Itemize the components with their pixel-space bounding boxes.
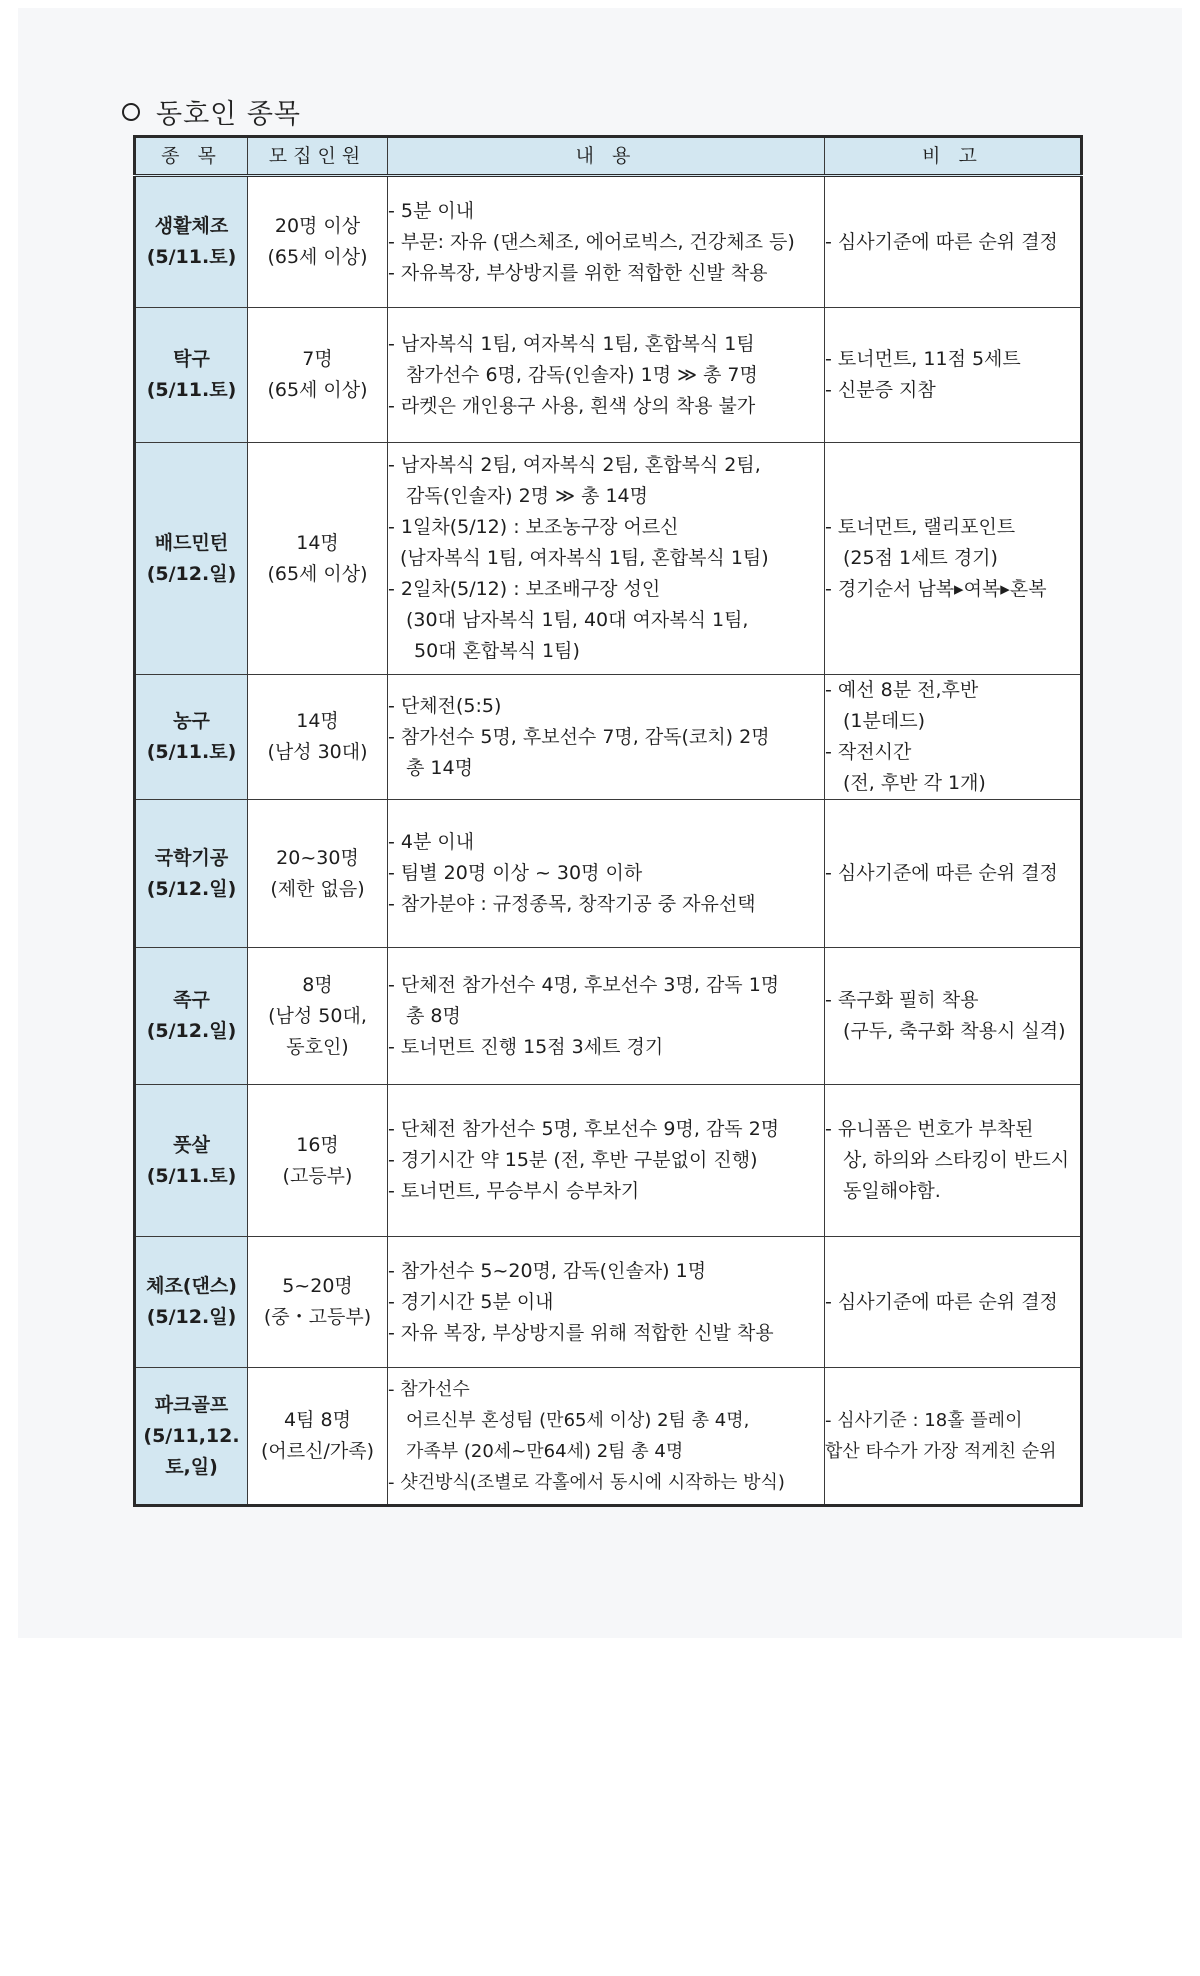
note-line: - 족구화 필히 착용 (825, 989, 979, 1011)
sport-cell (135, 800, 248, 948)
sport-name: 파크골프 (154, 1393, 229, 1416)
note-line: - 신분증 지참 (825, 379, 936, 401)
content-line: - 자유 복장, 부상방지를 위해 적합한 신발 착용 (388, 1321, 774, 1344)
content-line: - 토너먼트 진행 15점 3세트 경기 (388, 1035, 664, 1058)
content-line: (남자복식 1팀, 여자복식 1팀, 혼합복식 1팀) (400, 547, 769, 569)
recruit-line: (65세 이상) (267, 379, 368, 401)
content-line: - 경기시간 약 15분 (전, 후반 구분없이 진행) (388, 1149, 758, 1171)
note-cell (825, 1237, 1082, 1368)
content-cell (388, 1237, 825, 1368)
content-cell (388, 176, 825, 308)
note-cell (825, 308, 1082, 443)
recruit-line: (65세 이상) (267, 562, 368, 585)
sport-date: (5/12.일) (146, 562, 237, 585)
content-line: (30대 남자복식 1팀, 40대 여자복식 1팀, (406, 609, 749, 631)
content-line: - 참가선수 (388, 1379, 470, 1400)
sport-date: (5/11.토) (146, 1164, 237, 1187)
content-cell (388, 308, 825, 443)
content-line: - 남자복식 2팀, 여자복식 2팀, 혼합복식 2팀, (388, 454, 761, 476)
recruit-line: (65세 이상) (267, 246, 368, 268)
note-line: - 경기순서 남복▸여복▸혼복 (825, 578, 1047, 600)
content-line: - 1일차(5/12) : 보조농구장 어르신 (388, 516, 679, 538)
sport-date: 토,일) (165, 1455, 218, 1478)
table-header-row (135, 137, 1082, 176)
recruit-line: (제한 없음) (270, 877, 365, 900)
recruit-line: 20명 이상 (274, 215, 361, 237)
content-line: 가족부 (20세~만64세) 2팀 총 4명 (406, 1441, 684, 1462)
recruit-line: 8명 (302, 973, 333, 996)
recruit-line: 7명 (302, 348, 333, 370)
content-line: 참가선수 6명, 감독(인솔자) 1명 ≫ 총 7명 (406, 363, 758, 386)
note-line: (25점 1세트 경기) (843, 547, 998, 569)
content-line: - 2일차(5/12) : 보조배구장 성인 (388, 578, 661, 600)
note-line: - 토너먼트, 11점 5세트 (825, 348, 1021, 370)
section-heading (122, 92, 301, 131)
content-line: 감독(인솔자) 2명 ≫ 총 14명 (406, 485, 648, 507)
table-row (135, 1085, 1082, 1237)
header-sport: 종 목 (135, 137, 248, 176)
sport-cell (135, 1237, 248, 1368)
sport-date: (5/11.토) (146, 741, 237, 763)
table-row (135, 443, 1082, 675)
recruit-line: (어르신/가족) (261, 1440, 374, 1462)
table-row (135, 1368, 1082, 1506)
content-line: - 경기시간 5분 이내 (388, 1290, 554, 1313)
sport-name: 배드민턴 (154, 531, 229, 554)
table-row (135, 800, 1082, 948)
recruit-line: (중・고등부) (263, 1306, 372, 1328)
table-row (135, 675, 1082, 800)
table-row (135, 948, 1082, 1085)
sport-date: (5/12.일) (146, 1020, 237, 1042)
content-cell (388, 948, 825, 1085)
sports-table (133, 135, 1083, 1507)
note-line: - 예선 8분 전,후반 (825, 679, 979, 701)
sport-cell (135, 176, 248, 308)
circle-bullet-icon (122, 103, 140, 121)
content-line: - 라켓은 개인용구 사용, 흰색 상의 착용 불가 (388, 394, 756, 417)
sport-date: (5/12.일) (146, 877, 237, 900)
content-line: - 4분 이내 (388, 831, 475, 853)
content-line: 어르신부 혼성팀 (만65세 이상) 2팀 총 4명, (406, 1410, 750, 1431)
sport-cell (135, 1085, 248, 1237)
recruit-line: (고등부) (282, 1164, 353, 1187)
note-line: - 토너먼트, 랠리포인트 (825, 516, 1016, 538)
note-cell (825, 800, 1082, 948)
content-line: - 참가선수 5~20명, 감독(인솔자) 1명 (388, 1259, 707, 1282)
note-line: - 유니폼은 번호가 부착된 (825, 1118, 1034, 1140)
content-line: - 자유복장, 부상방지를 위한 적합한 신발 착용 (388, 261, 768, 284)
content-line: - 단체전(5:5) (388, 694, 502, 717)
sport-name: 체조(댄스) (146, 1275, 237, 1297)
note-cell (825, 443, 1082, 675)
note-line: 동일해야함. (843, 1180, 941, 1202)
content-cell (388, 443, 825, 675)
note-line: (1분데드) (843, 710, 925, 732)
table-row (135, 308, 1082, 443)
note-line: - 심사기준에 따른 순위 결정 (825, 862, 1058, 884)
content-cell (388, 1368, 825, 1506)
note-cell (825, 1085, 1082, 1237)
content-line: - 참가선수 5명, 후보선수 7명, 감독(코치) 2명 (388, 725, 770, 748)
recruit-line: (남성 50대, (268, 1004, 367, 1027)
sport-cell (135, 948, 248, 1085)
sport-name: 생활체조 (154, 215, 229, 237)
header-note: 비 고 (825, 137, 1082, 176)
content-line: - 부문: 자유 (댄스체조, 에어로빅스, 건강체조 등) (388, 230, 795, 253)
recruit-line: 동호인) (286, 1035, 349, 1058)
recruit-cell (248, 176, 388, 308)
content-cell (388, 800, 825, 948)
sport-name: 탁구 (173, 348, 210, 370)
note-line: - 심사기준에 따른 순위 결정 (825, 230, 1058, 253)
recruit-line: 20~30명 (276, 846, 359, 869)
recruit-line: 4팀 8명 (284, 1409, 351, 1431)
recruit-line: 16명 (296, 1133, 339, 1156)
sport-cell (135, 308, 248, 443)
section-heading-text: 동호인 종목 (156, 99, 301, 130)
note-line: 합산 타수가 가장 적게친 순위 (825, 1441, 1057, 1462)
recruit-cell (248, 308, 388, 443)
recruit-cell (248, 948, 388, 1085)
sport-name: 국학기공 (154, 846, 229, 869)
note-line: - 심사기준 : 18홀 플레이 (825, 1410, 1023, 1431)
header-recruit: 모집인원 (248, 137, 388, 176)
content-line: - 팀별 20명 이상 ~ 30명 이하 (388, 862, 643, 884)
note-cell (825, 176, 1082, 308)
content-line: 총 8명 (406, 1004, 461, 1027)
content-line: - 토너먼트, 무승부시 승부차기 (388, 1180, 640, 1202)
recruit-line: 14명 (296, 710, 339, 732)
sport-cell (135, 1368, 248, 1506)
note-line: 상, 하의와 스타킹이 반드시 (843, 1149, 1070, 1171)
table-row (135, 1237, 1082, 1368)
content-line: - 단체전 참가선수 4명, 후보선수 3명, 감독 1명 (388, 973, 780, 996)
sport-date: (5/12.일) (146, 1306, 237, 1328)
recruit-line: 5~20명 (282, 1275, 353, 1297)
sport-name: 족구 (173, 989, 210, 1011)
recruit-line: 14명 (296, 531, 339, 554)
note-cell (825, 675, 1082, 800)
note-cell (825, 1368, 1082, 1506)
recruit-cell (248, 1368, 388, 1506)
content-line: - 남자복식 1팀, 여자복식 1팀, 혼합복식 1팀 (388, 332, 755, 355)
note-line: (전, 후반 각 1개) (843, 772, 986, 794)
content-cell (388, 1085, 825, 1237)
content-line: 총 14명 (406, 756, 473, 779)
content-line: - 단체전 참가선수 5명, 후보선수 9명, 감독 2명 (388, 1118, 780, 1140)
sport-cell (135, 443, 248, 675)
note-line: - 작전시간 (825, 741, 912, 763)
sport-cell (135, 675, 248, 800)
recruit-cell (248, 1085, 388, 1237)
note-line: - 심사기준에 따른 순위 결정 (825, 1290, 1058, 1313)
recruit-cell (248, 675, 388, 800)
note-cell (825, 948, 1082, 1085)
recruit-cell (248, 1237, 388, 1368)
sport-date: (5/11.토) (146, 379, 237, 401)
header-content: 내 용 (388, 137, 825, 176)
table-row (135, 176, 1082, 308)
recruit-line: (남성 30대) (267, 741, 368, 763)
sport-date: (5/11.토) (146, 246, 237, 268)
content-line: - 5분 이내 (388, 199, 475, 222)
content-line: - 샷건방식(조별로 각홀에서 동시에 시작하는 방식) (388, 1472, 785, 1493)
recruit-cell (248, 800, 388, 948)
content-line: 50대 혼합복식 1팀) (414, 640, 580, 662)
sport-name: 농구 (173, 710, 210, 732)
sport-name: 풋살 (173, 1133, 210, 1156)
content-line: - 참가분야 : 규정종목, 창작기공 중 자유선택 (388, 893, 756, 915)
sport-date: (5/11,12. (143, 1424, 240, 1447)
note-line: (구두, 축구화 착용시 실격) (843, 1020, 1066, 1042)
recruit-cell (248, 443, 388, 675)
content-cell (388, 675, 825, 800)
